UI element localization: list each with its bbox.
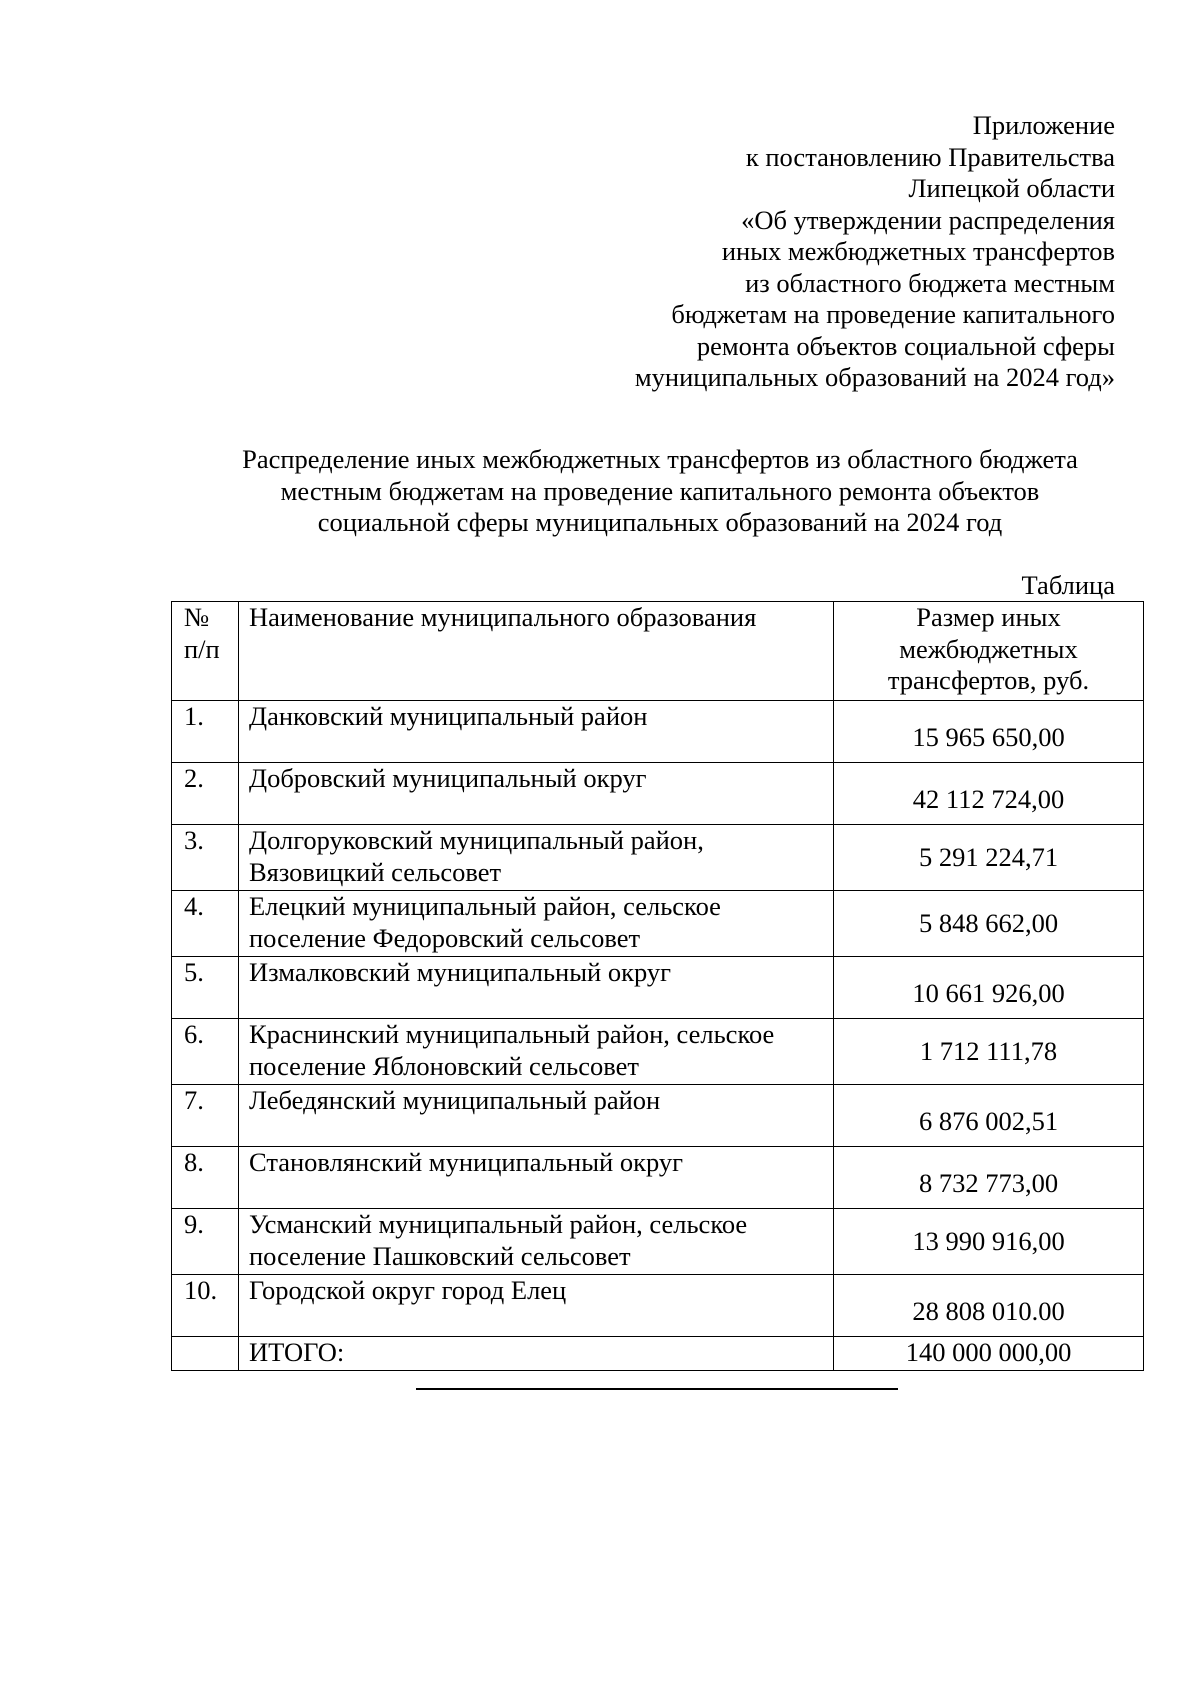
table-row (172, 891, 1144, 957)
row-name: Добровский муниципальный округ (239, 763, 834, 825)
table-row (172, 957, 1144, 1019)
appendix-line: бюджетам на проведение капитального (671, 299, 1115, 329)
row-num: 3. (172, 825, 239, 891)
table-row (172, 1275, 1144, 1337)
appendix-line: «Об утверждении распределения (741, 204, 1115, 235)
table-label: Таблица (1021, 570, 1115, 600)
row-name: Усманский муниципальный район, сельское поселение Пашковский сельсовет (239, 1209, 834, 1275)
title-line: местным бюджетам на проведение капитального ремонта объектов (280, 475, 1040, 506)
appendix-header (495, 110, 1115, 394)
row-amount: 13 990 916,00 (834, 1209, 1144, 1275)
header-name: Наименование муниципального образования (239, 602, 834, 701)
row-amount: 1 712 111,78 (834, 1019, 1144, 1085)
row-name: Становлянский муниципальный округ (239, 1147, 834, 1209)
row-amount: 28 808 010.00 (834, 1275, 1144, 1337)
total-num (172, 1337, 239, 1371)
total-label: ИТОГО: (239, 1337, 834, 1371)
appendix-line: из областного бюджета местным (745, 267, 1115, 298)
table-row (172, 1019, 1144, 1085)
table-row (172, 701, 1144, 763)
row-amount: 5 291 224,71 (834, 825, 1144, 891)
closing-divider-line (416, 1388, 898, 1390)
row-amount: 8 732 773,00 (834, 1147, 1144, 1209)
row-num: 5. (172, 957, 239, 1019)
table-row (172, 1209, 1144, 1275)
table-row (172, 763, 1144, 825)
appendix-line: ремонта объектов социальной сферы (696, 330, 1115, 361)
row-amount: 15 965 650,00 (834, 701, 1144, 763)
appendix-line: к постановлению Правительства (745, 141, 1115, 172)
row-name: Долгоруковский муниципальный район, Вязовицкий сельсовет (239, 825, 834, 891)
total-amount: 140 000 000,00 (834, 1337, 1144, 1371)
table-row (172, 1147, 1144, 1209)
row-num: 6. (172, 1019, 239, 1085)
appendix-line: Приложение (972, 110, 1115, 140)
row-name: Измалковский муниципальный округ (239, 957, 834, 1019)
row-num: 1. (172, 701, 239, 763)
row-num: 10. (172, 1275, 239, 1337)
row-num: 4. (172, 891, 239, 957)
row-num: 9. (172, 1209, 239, 1275)
row-amount: 42 112 724,00 (834, 763, 1144, 825)
row-amount: 10 661 926,00 (834, 957, 1144, 1019)
table-row (172, 1085, 1144, 1147)
row-name: Данковский муниципальный район (239, 701, 834, 763)
table-header-row (172, 602, 1144, 701)
allocation-table (171, 601, 1144, 1371)
row-num: 2. (172, 763, 239, 825)
row-name: Лебедянский муниципальный район (239, 1085, 834, 1147)
document-title (160, 444, 1160, 539)
title-line: социальной сферы муниципальных образований на 2024 год (317, 507, 1003, 537)
row-amount: 6 876 002,51 (834, 1085, 1144, 1147)
appendix-line: Липецкой области (908, 173, 1115, 203)
row-amount: 5 848 662,00 (834, 891, 1144, 957)
table-total-row (172, 1337, 1144, 1371)
table-row (172, 825, 1144, 891)
appendix-line: иных межбюджетных трансфертов (721, 236, 1115, 266)
header-num: № п/п (172, 602, 239, 701)
title-line: Распределение иных межбюджетных трансфертов из областного бюджета (242, 444, 1078, 474)
row-num: 8. (172, 1147, 239, 1209)
row-name: Краснинский муниципальный район, сельское поселение Яблоновский сельсовет (239, 1019, 834, 1085)
appendix-line: муниципальных образований на 2024 год» (634, 362, 1115, 392)
row-num: 7. (172, 1085, 239, 1147)
row-name: Городской округ город Елец (239, 1275, 834, 1337)
header-amount: Размер иных межбюджетных трансфертов, руб. (834, 602, 1144, 701)
row-name: Елецкий муниципальный район, сельское поселение Федоровский сельсовет (239, 891, 834, 957)
